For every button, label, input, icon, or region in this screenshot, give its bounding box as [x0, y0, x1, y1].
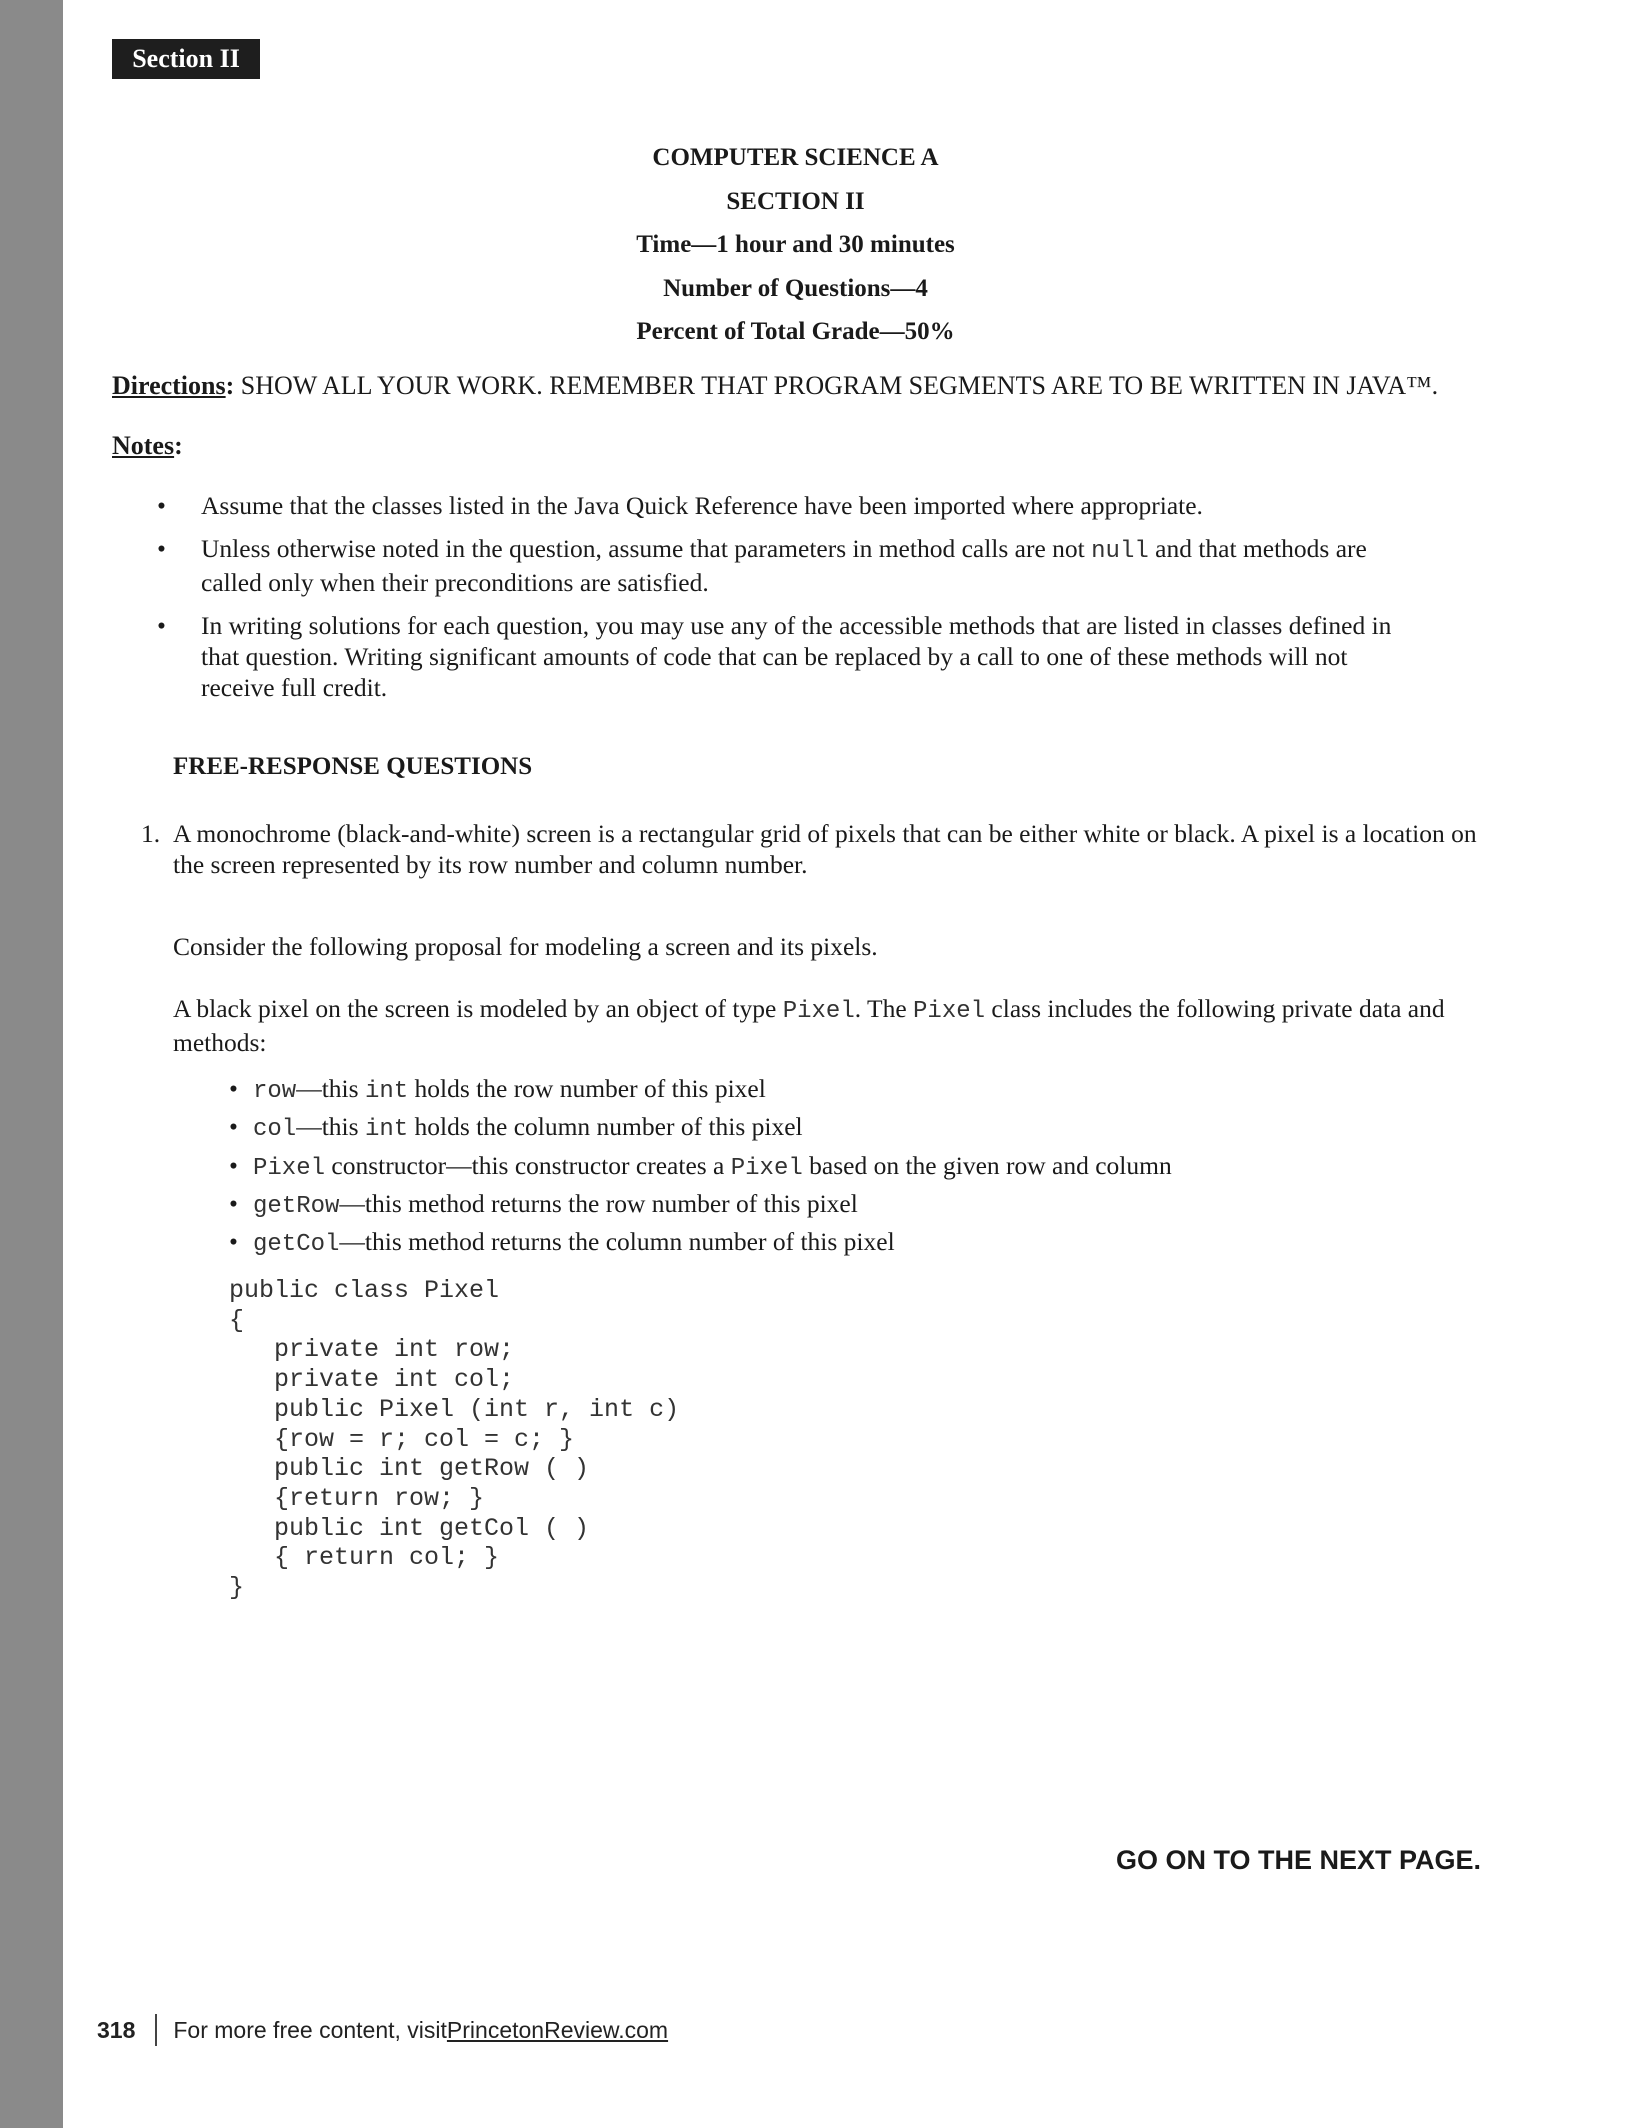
item-text: holds the column number of this pixel	[408, 1112, 803, 1142]
footer-link[interactable]: PrincetonReview.com	[446, 2016, 669, 2043]
notes-list	[150, 490, 1420, 715]
notes-item-text: In writing solutions for each question, you may use any of the accessible methods that are listed in classes defined in that question. Writing significant amounts of code that can be replaced by a call to one of these methods will not receive full credit.	[201, 611, 1392, 702]
header-section: SECTION II	[726, 187, 865, 215]
bullet-icon: •	[229, 1112, 238, 1142]
header-grade-percent: Percent of Total Grade—50%	[636, 318, 955, 345]
item-text: —this	[296, 1074, 365, 1103]
paragraph-text: class includes the following private data and methods:	[173, 994, 1445, 1057]
directions-text: SHOW ALL YOUR WORK. REMEMBER THAT PROGRAM SEGMENTS ARE TO BE WRITTEN IN JAVA™.	[240, 371, 1439, 400]
code-term: int	[364, 1116, 409, 1144]
question-paragraph	[173, 993, 1493, 1058]
footer-divider	[155, 2014, 157, 2046]
section-tab: Section II	[112, 39, 260, 79]
header-time: Time—1 hour and 30 minutes	[636, 231, 955, 258]
notes-item	[150, 490, 1420, 521]
notes-heading: Notes:	[112, 431, 183, 460]
code-term: col	[253, 1116, 297, 1144]
notes-item-text: Unless otherwise noted in the question, assume that parameters in method calls are not	[201, 534, 1092, 563]
bullet-icon: •	[229, 1227, 238, 1257]
footer-text: For more free content, visit	[173, 2016, 447, 2043]
code-null: null	[1091, 538, 1149, 565]
notes-item	[150, 533, 1420, 598]
item-text: —this method returns the row number of this pixel	[339, 1188, 858, 1218]
page-number: 318	[97, 2016, 136, 2043]
header-title: COMPUTER SCIENCE A	[652, 144, 939, 171]
code-pixel: Pixel	[782, 998, 855, 1025]
question-paragraph: Consider the following proposal for modeling a screen and its pixels.	[173, 932, 878, 961]
notes-label: Notes	[112, 431, 175, 460]
code-term: Pixel	[253, 1154, 326, 1182]
paragraph-text: . The	[854, 994, 914, 1023]
code-block: public class Pixel { private int row; private int col; public Pixel (int r, int c) {row = r; col = c; } public int getRow ( ) {return row; } public int getCol ( ) { return col; } }	[229, 1276, 680, 1603]
question-text: A monochrome (black-and-white) screen is a rectangular grid of pixels that can be either white or black. A pixel is a location on the screen represented by its row number and column number.	[173, 819, 1477, 879]
list-item	[229, 1148, 1172, 1186]
page-footer	[97, 2010, 668, 2050]
directions-label: Directions	[112, 371, 226, 400]
exam-header	[63, 136, 1528, 354]
header-question-count: Number of Questions—4	[663, 274, 928, 302]
code-term: int	[364, 1078, 409, 1105]
paragraph-text: A black pixel on the screen is modeled by an object of type	[173, 994, 783, 1023]
item-text: constructor—this constructor creates a	[325, 1150, 731, 1180]
frq-title: FREE-RESPONSE QUESTIONS	[173, 753, 533, 780]
list-item	[229, 1224, 1172, 1262]
bullet-icon: •	[157, 491, 166, 520]
page-edge-bar	[0, 0, 63, 2128]
question-1	[141, 818, 1491, 880]
question-number: 1.	[141, 819, 161, 848]
code-term: getCol	[253, 1231, 340, 1259]
notes-item-text: and that methods are called only when their preconditions are satisfied.	[201, 534, 1367, 597]
list-item	[229, 1186, 1172, 1224]
item-text: —this method returns the column number of this pixel	[339, 1227, 895, 1257]
code-term: getRow	[253, 1192, 340, 1220]
code-term: row	[253, 1078, 297, 1105]
item-text: holds the row number of this pixel	[408, 1074, 766, 1103]
code-pixel: Pixel	[913, 998, 986, 1025]
item-text: based on the given row and column	[802, 1150, 1172, 1180]
directions: Directions: SHOW ALL YOUR WORK. REMEMBER THAT PROGRAM SEGMENTS ARE TO BE WRITTEN IN JAVA™.	[112, 371, 1439, 400]
code-term: Pixel	[730, 1154, 803, 1182]
list-item	[229, 1071, 1172, 1109]
go-on-notice: GO ON TO THE NEXT PAGE.	[1115, 1845, 1481, 1875]
bullet-icon: •	[229, 1188, 238, 1218]
list-item	[229, 1109, 1172, 1147]
member-list	[229, 1071, 1172, 1262]
notes-item	[150, 610, 1420, 703]
item-text: —this	[296, 1112, 365, 1142]
bullet-icon: •	[229, 1074, 238, 1103]
bullet-icon: •	[229, 1150, 238, 1180]
bullet-icon: •	[157, 534, 166, 563]
notes-item-text: Assume that the classes listed in the Java Quick Reference have been imported where appropriate.	[201, 491, 1203, 520]
bullet-icon: •	[157, 611, 166, 640]
